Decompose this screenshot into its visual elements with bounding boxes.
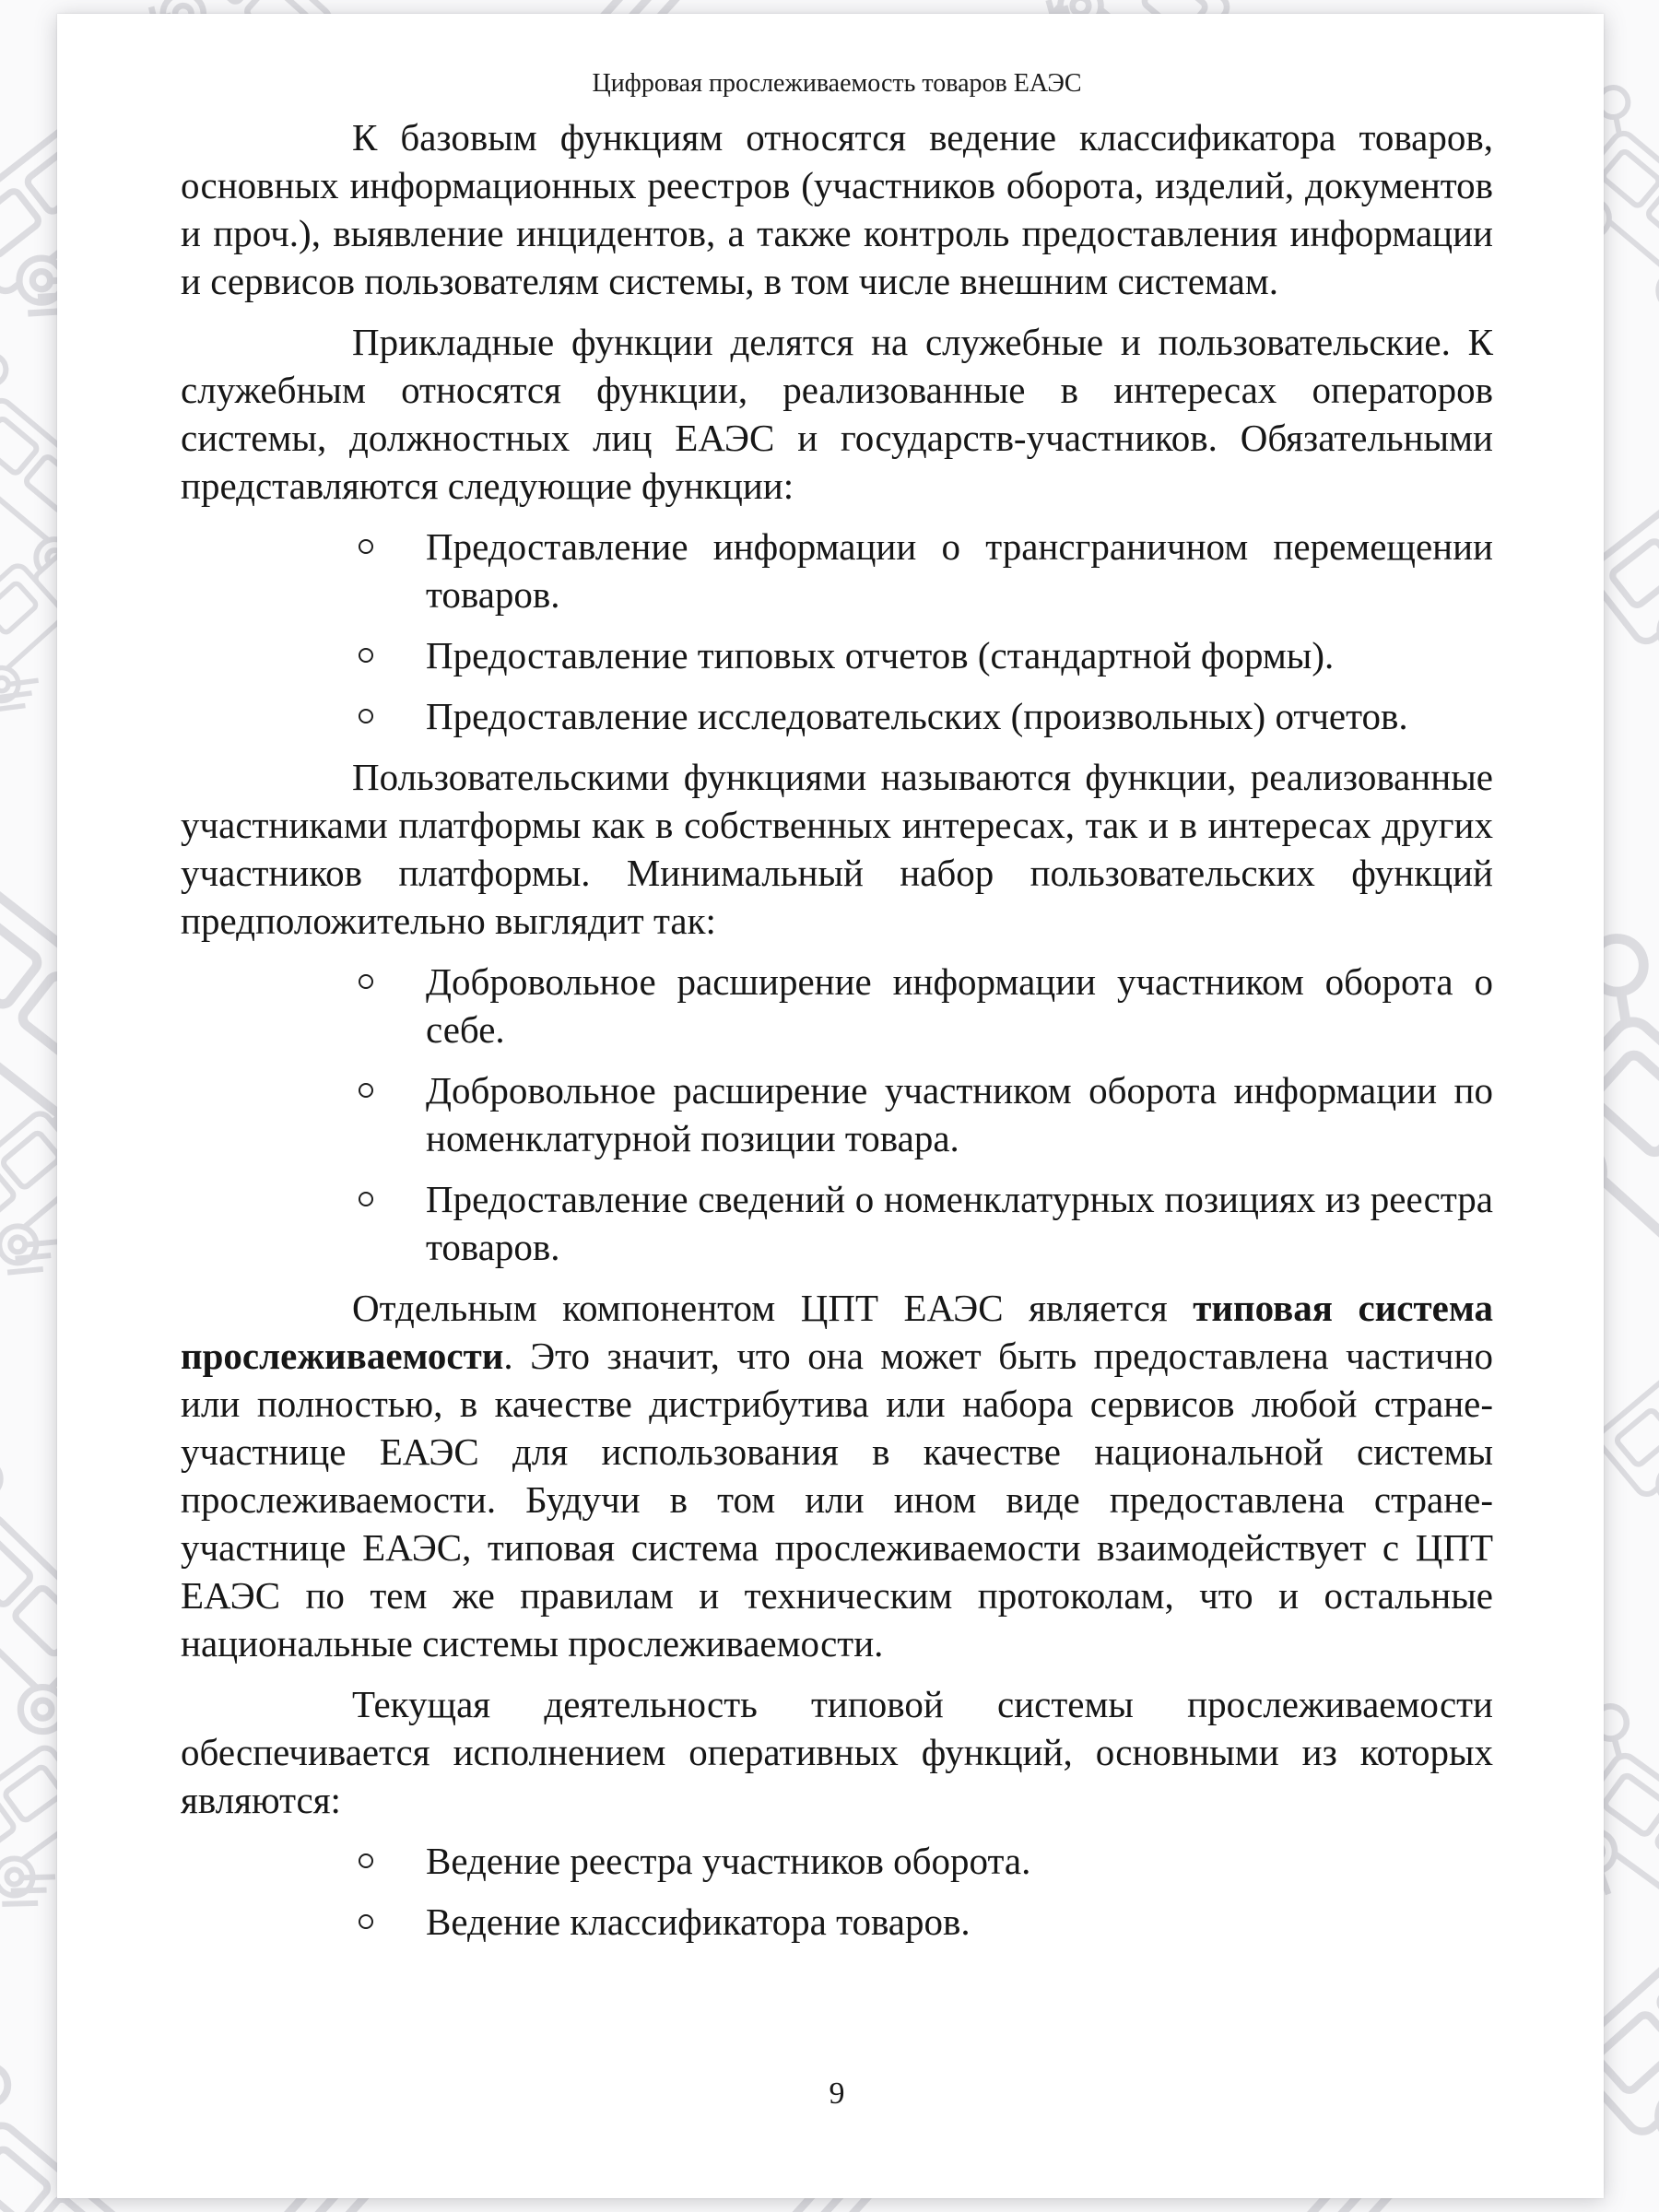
list-item	[181, 631, 1493, 679]
list-item-text: Добровольное расширение информации участником оборота о себе.	[426, 960, 1493, 1051]
page-content	[181, 14, 1493, 1946]
list-item-text: Предоставление исследовательских (произвольных) отчетов.	[426, 695, 1408, 737]
page-sheet	[57, 14, 1604, 2198]
list-item-text: Добровольное расширение участником оборота информации по номенклатурной позиции товара.	[426, 1069, 1493, 1159]
running-header: Цифровая прослеживаемость товаров ЕАЭС	[592, 69, 1082, 98]
bold-phrase-typical-traceability-system: типовая система прослеживаемости	[181, 1287, 1493, 1377]
circle-bullet-icon	[359, 709, 373, 724]
list-item	[181, 1066, 1493, 1162]
list-item	[181, 692, 1493, 740]
paragraph-text-after-bold: . Это значит, что она может быть предоставлена частично или полностью, в качестве дистрибутива или набора сервисов любой стране-участнице ЕАЭС для использования в качестве национальной системы прослеживаемости. Будучи в том или ином виде предоставлена стране-участнице ЕАЭС, типовая система прослеживаемости взаимодействует с ЦПТ ЕАЭС по тем же правилам и техническим протоколам, что и остальные национальные системы прослеживаемости.	[181, 1335, 1493, 1665]
circle-bullet-icon	[359, 648, 373, 663]
list-item	[181, 1175, 1493, 1271]
circle-bullet-icon	[359, 1192, 373, 1206]
circle-bullet-icon	[359, 1914, 373, 1929]
circle-bullet-icon	[359, 1083, 373, 1098]
bullet-list-service-functions	[181, 523, 1493, 740]
list-item-text: Предоставление сведений о номенклатурных позициях из реестра товаров.	[426, 1178, 1493, 1268]
bullet-list-user-functions	[181, 958, 1493, 1271]
list-item-text: Предоставление типовых отчетов (стандартной формы).	[426, 634, 1335, 677]
body-paragraph-applied-functions: Прикладные функции делятся на служебные и пользовательские. К служебным относятся функции, реализованные в интересах операторов системы, должностных лиц ЕАЭС и государств-участников. Обязательными представляются следующие функции:	[181, 321, 1493, 507]
circle-bullet-icon	[359, 539, 373, 554]
list-item-text: Ведение реестра участников оборота.	[426, 1840, 1031, 1882]
list-item-text: Предоставление информации о трансграничном перемещении товаров.	[426, 525, 1493, 616]
body-paragraph-basic-functions: К базовым функциям относятся ведение классификатора товаров, основных информационных реестров (участников оборота, изделий, документов и проч.), выявление инцидентов, а также контроль предоставления информации и сервисов пользователям системы, в том числе внешним системам.	[181, 116, 1493, 302]
circle-bullet-icon	[359, 974, 373, 989]
list-item	[181, 523, 1493, 618]
page-number: 9	[829, 2077, 845, 2111]
list-item-text: Ведение классификатора товаров.	[426, 1900, 971, 1943]
body-paragraph-user-functions: Пользовательскими функциями называются функции, реализованные участниками платформы как в собственных интересах, так и в интересах других участников платформы. Минимальный набор пользовательских функций предположительно выглядит так:	[181, 756, 1493, 942]
circle-bullet-icon	[359, 1853, 373, 1868]
list-item	[181, 958, 1493, 1053]
list-item	[181, 1837, 1493, 1885]
list-item	[181, 1898, 1493, 1946]
body-paragraph-current-activity: Текущая деятельность типовой системы прослеживаемости обеспечивается исполнением оперативных функций, основными из которых являются:	[181, 1683, 1493, 1821]
body-paragraph-typical-system	[181, 1284, 1493, 1667]
paragraph-text-before-bold: Отдельным компонентом ЦПТ ЕАЭС является	[352, 1287, 1194, 1329]
bullet-list-operational-functions	[181, 1837, 1493, 1946]
